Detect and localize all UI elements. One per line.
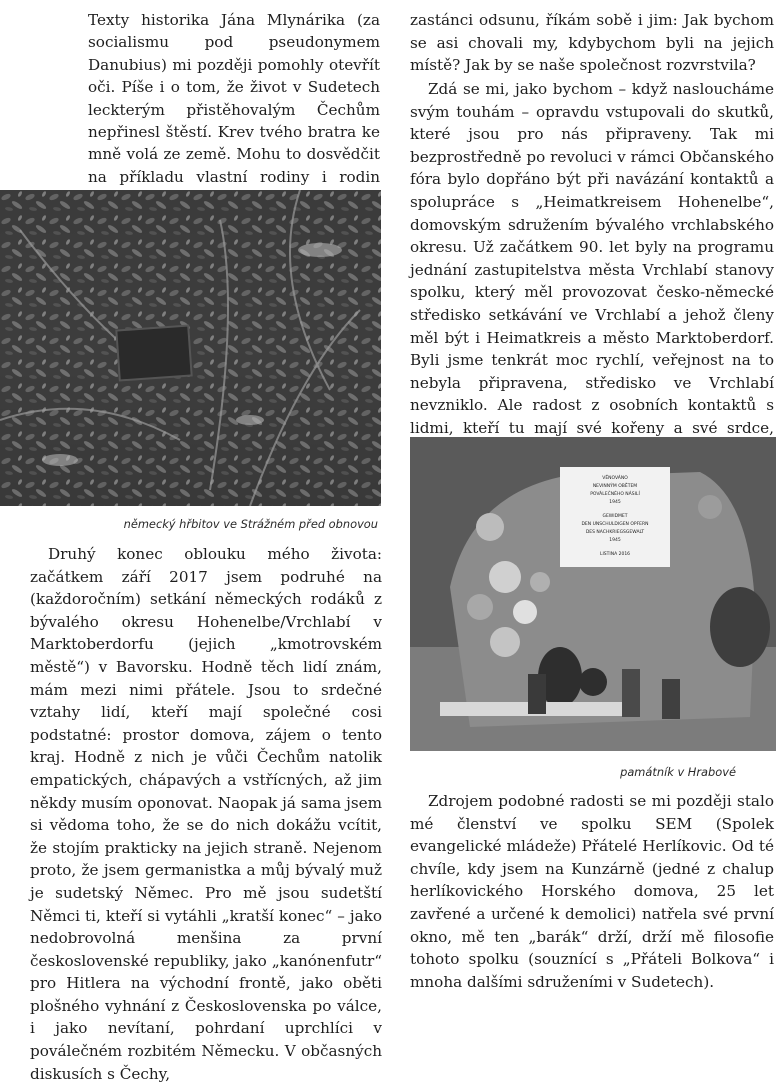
- plaque-text-2: NEVINNÝM OBĚTEM: [592, 484, 638, 489]
- plaque-text-9: LISTINA 2016: [599, 552, 631, 557]
- plaque-text-4: 1945: [609, 500, 621, 505]
- cemetery-photo-caption: německý hřbitov ve Strážném před obnovou: [123, 517, 378, 531]
- memorial-photo: [410, 437, 776, 751]
- plaque-text-6: DEN UNSCHULDIGEN OPFERN: [581, 522, 649, 527]
- cemetery-photo-image: [0, 190, 381, 506]
- plaque-text-3: POVÁLEČNÉHO NÁSILÍ: [590, 492, 640, 497]
- plaque-text-1: VĚNOVÁNO: [602, 476, 628, 481]
- right-paragraph-3: Zdrojem podobné radosti se mi později stalo mé členství ve spolku SEM (Spolek evangelické mládeže) Přátelé Herlíkovic. Od té chvíle, kdy jsem na Kunzárně (jedné z chalup herlíkovického Horského domova, 25 let zavřené a určené k demolici) natřela své první okno, mě ten „barák“ drží, drží mě filosofie tohoto spolku (souznící s „Přáteli Bolkova“ i mnoha dalšími sdruženími v Sudetech).: [410, 792, 774, 991]
- memorial-photo-caption: památník v Hrabové: [620, 765, 736, 779]
- left-paragraph-1: Texty historika Jána Mlynárika (za socialismu pod pseudonymem Danubius) mi později pomohly otevřít oči. Píše i o tom, že život v Sudetech leckterým přistěhovalým Čechům nepřinesl štěstí. Krev tvého bratra ke mně volá ze země. Mohu to dosvědčit na příkladu vlastní rodiny i rodin: [88, 11, 380, 186]
- plaque-text-5: GEWIDMET: [602, 514, 628, 519]
- right-paragraph-2: Zdá se mi, jako bychom – když nasloucháme svým touhám – opravdu vstupovali do skutků, které jsou pro nás připraveny. Tak mi bezprostředně po revoluci v rámci Občanského fóra bylo dopřáno být při navázání kontaktů a spolupráce s „Heimatkreisem Hohenelbe“, domovským sdružením bývalého vrchlabského okresu. Už začátkem 90. let byly na programu jednání zastupitelstva města Vrchlabí stanovy spolku, který měl provozovat česko-německé středisko setkávání ve Vrchlabí a jehož členy měl být i Heimatkreis a město Marktoberdorf. Byli jsme tenkrát moc rychlí, veřejnost na to nebyla připravena, středisko ve Vrchlabí nevzniklo. Ale radost z osobních kontaktů s lidmi, kteří tu mají své kořeny a své srdce,: [410, 80, 774, 437]
- gravestone: [116, 326, 191, 381]
- left-paragraph-2: Druhý konec oblouku mého života: začátkem září 2017 jsem podruhé na (každoročním) setkání německých rodáků z bývalého okresu Hohenelbe/Vrchlabí v Marktoberdorfu (jejich „kmotrovském městě“) v Bavorsku. Hodně těch lidí znám, mám mezi nimi přátele. Jsou to srdečné vztahy lidí, kteří mají společné cosi podstatné: prostor domova, zájem o tento kraj. Hodně z nich je vůči Čechům natolik empatických, chápavých a vstřícných, až jim někdy musím oponovat. Naopak já sama jsem si vědoma toho, že se do nich dokážu vcítit, že stojím prakticky na jejich straně. Nejenom proto, že jsem germanistka a můj bývalý muž je sudetský Němec. Pro mě jsou sudetští Němci ti, kteří si vytáhli „kratší konec“ – jako nedobrovolná menšina za první československé republiky, jako „kanónenfutr“ pro Hitlera na východní frontě, jako oběti plošného vyhnání z Československa po válce, i jako nevítaní, pohrdaní uprchlíci v poválečném rozbitém Německu. V občasných diskusích s Čechy,: [30, 545, 382, 1083]
- plaque-text-8: 1945: [609, 538, 621, 543]
- cemetery-photo: [0, 190, 381, 506]
- plaque-text-7: DES NACHKRIEGSGEWALT: [585, 530, 645, 535]
- right-paragraph-1: zastánci odsunu, říkám sobě i jim: Jak bychom se asi chovali my, kdybychom byli na jejich místě? Jak by se naše společnost rozvrstvila?: [410, 11, 774, 75]
- memorial-photo-image: [410, 437, 776, 751]
